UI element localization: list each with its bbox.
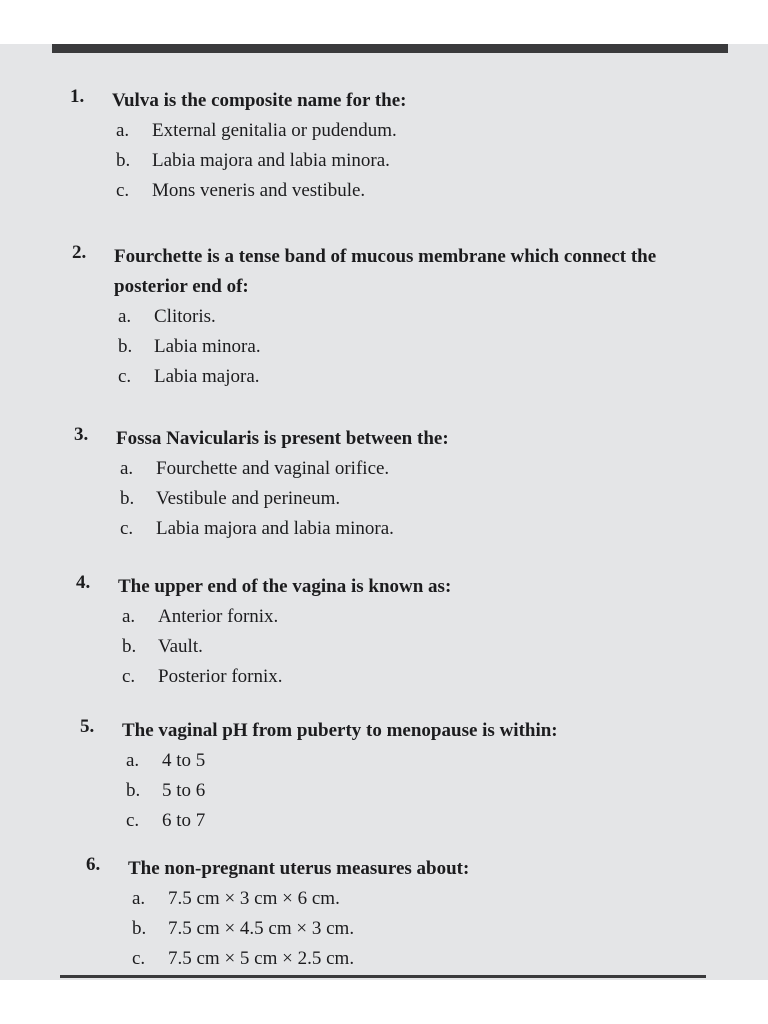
option-b: b. 7.5 cm × 4.5 cm × 3 cm. xyxy=(132,918,355,939)
question-2 xyxy=(72,242,732,392)
question-1 xyxy=(70,86,710,206)
question-text: The upper end of the vagina is known as: xyxy=(118,576,452,597)
question-text: Fourchette is a tense band of mucous membrane which connect the posterior end of: xyxy=(114,246,657,297)
question-text: Fossa Navicularis is present between the: xyxy=(116,428,449,449)
top-rule xyxy=(52,44,728,53)
question-number: 6. xyxy=(86,854,101,875)
option-b: b. Labia majora and labia minora. xyxy=(116,150,390,171)
option-a: a. Fourchette and vaginal orifice. xyxy=(120,458,390,479)
question-text: The vaginal pH from puberty to menopause is within: xyxy=(122,720,558,741)
option-c: c. 6 to 7 xyxy=(126,810,206,831)
question-6 xyxy=(86,854,726,974)
option-b: b. 5 to 6 xyxy=(126,780,206,801)
bottom-rule xyxy=(60,975,706,978)
question-number: 4. xyxy=(76,572,91,593)
question-4 xyxy=(76,572,716,692)
question-number: 1. xyxy=(70,86,85,107)
option-c: c. Labia majora. xyxy=(118,366,260,387)
question-number: 3. xyxy=(74,424,89,445)
question-text: Vulva is the composite name for the: xyxy=(112,90,407,111)
option-c: c. Mons veneris and vestibule. xyxy=(116,180,366,201)
option-a: a. Anterior fornix. xyxy=(122,606,279,627)
option-a: a. Clitoris. xyxy=(118,306,216,327)
option-c: c. Posterior fornix. xyxy=(122,666,283,687)
question-number: 5. xyxy=(80,716,95,737)
option-a: a. External genitalia or pudendum. xyxy=(116,120,397,141)
question-number: 2. xyxy=(72,242,87,263)
option-b: b. Vault. xyxy=(122,636,203,657)
option-b: b. Labia minora. xyxy=(118,336,261,357)
option-a: a. 7.5 cm × 3 cm × 6 cm. xyxy=(132,888,340,909)
option-b: b. Vestibule and perineum. xyxy=(120,488,341,509)
question-text: The non-pregnant uterus measures about: xyxy=(128,858,470,879)
question-3 xyxy=(74,424,714,544)
option-a: a. 4 to 5 xyxy=(126,750,206,771)
option-c: c. Labia majora and labia minora. xyxy=(120,518,394,539)
option-c: c. 7.5 cm × 5 cm × 2.5 cm. xyxy=(132,948,355,969)
question-5 xyxy=(80,716,720,836)
